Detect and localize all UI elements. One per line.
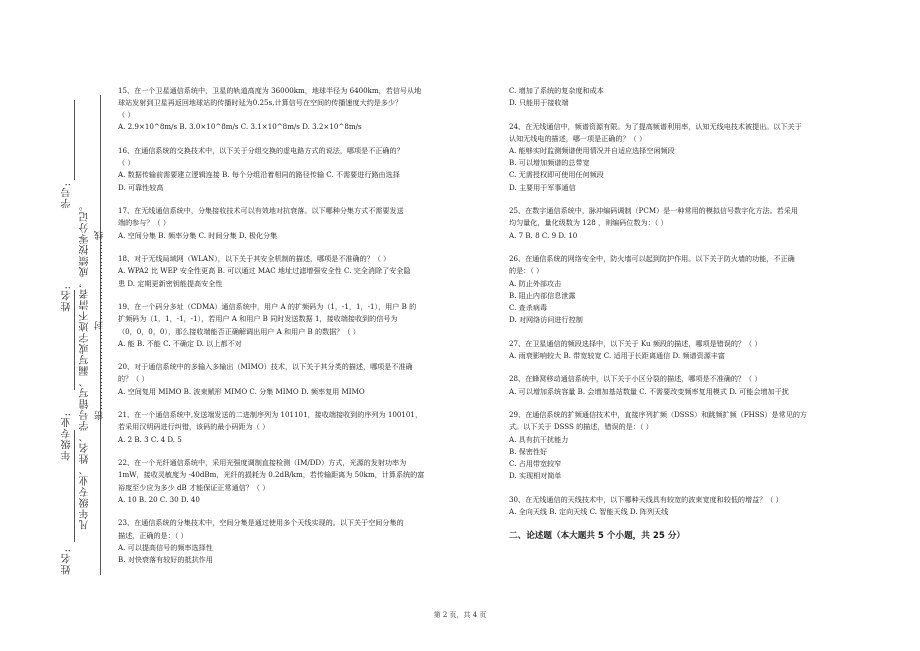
question-line: D. 只能用于接收端 xyxy=(509,98,569,108)
question-block xyxy=(118,409,470,445)
question-block xyxy=(118,145,470,194)
question-line: B. 阻止内部信息泄露 xyxy=(509,290,576,300)
binding-margin xyxy=(0,0,112,651)
seal-text: 密……………………封……………………线 xyxy=(95,230,105,420)
question-line: 16、在通信系统的交换技术中，以下关于分组交换的虚电路方式的说法，哪项是不正确的？ xyxy=(118,146,404,156)
section-title: 二、论述题（本大题共 5 个小题，共 25 分） xyxy=(509,530,686,541)
question-line: 20、对于通信系统中的多输入多输出（MIMO）技术，以下关于其分类的描述，哪项是不准确 xyxy=(118,362,413,372)
question-block xyxy=(118,457,470,506)
question-line: 若采用汉明码进行纠错，该码的最小码距为（ ） xyxy=(118,422,270,432)
left-name-label: 姓名: xyxy=(62,548,73,575)
question-line: 均匀量化，量化级数为 128 ，则编码位数为：（ ） xyxy=(509,218,668,228)
instructions-text: 凡年级专业、姓名、学号错写、漏写或字迹不清者，成绩按零分记。 xyxy=(80,200,91,530)
question-line: C. 增加了系统的复杂度和成本 xyxy=(509,86,604,95)
question-line: A. 10 B. 20 C. 30 D. 40 xyxy=(118,494,200,504)
question-line: 17、在无线通信系统中，分集接收技术可以有效地对抗衰落。以下哪种分集方式不需要发送 xyxy=(118,206,404,216)
question-line: 26、在通信系统的网络安全中，防火墙可以起到防护作用。以下关于防火墙的功能，不正确 xyxy=(509,254,795,264)
question-line: 15、在一个卫星通信系统中，卫星的轨道高度为 36000km，地球半径为 6400km，若信号从地 xyxy=(118,86,422,95)
question-line: 28、在蜂窝移动通信系统中，以下关于小区分裂的描述，哪项是不准确的？（ ） xyxy=(509,374,762,384)
question-line: A. 2.9×10^8m/s B. 3.0×10^8m/s C. 3.1×10^8m/s D. 3.2×10^8m/s xyxy=(118,122,362,132)
question-block xyxy=(509,205,831,241)
question-line: A. 数据传输前需要建立逻辑连接 B. 每个分组沿着相同的路径传输 C. 不需要进行路由选择 xyxy=(118,170,400,180)
question-block xyxy=(509,85,831,109)
question-line: （0，0，0，0），那么接收端能否正确解调出用户 A 和用户 B 的数据？（ ） xyxy=(118,326,360,336)
question-line: A. 空间复用 MIMO B. 波束赋形 MIMO C. 分集 MIMO D. 频率复用 MIMO xyxy=(118,386,365,396)
class-label: 年级专业: xyxy=(62,412,73,461)
question-line: A. 能够实时监测频谱使用情况并自适应选择空闲频段 xyxy=(509,146,675,156)
question-line: B. 对快衰落有较好的抵抗作用 xyxy=(118,554,213,564)
question-line: B. 保密性好 xyxy=(509,446,548,456)
question-line: A. 可以增加系统容量 B. 会增加基站数量 C. 不需要改变频率复用模式 D. 可能会增加干扰 xyxy=(509,386,789,396)
question-block xyxy=(509,373,831,397)
question-line: A. 2 B. 3 C. 4 D. 5 xyxy=(118,434,182,444)
question-line: 式。以下关于 DSSS 的描述，错误的是：（ ） xyxy=(509,422,653,432)
question-line: 认知无线电的描述，哪一项是正确的？（ ） xyxy=(509,133,647,143)
question-line: 23、在通信系统的分集技术中，空间分集是通过使用多个天线实现的。以下关于空间分集的 xyxy=(118,518,404,528)
question-block xyxy=(509,121,831,194)
question-line: 22、在一个光纤通信系统中，采用光强度调制直接检测（IM/DD）方式，光源的发射功率为 xyxy=(118,458,407,468)
question-line: D. 实现相对简单 xyxy=(509,471,562,481)
question-line: A. 全向天线 B. 定向天线 C. 智能天线 D. 阵列天线 xyxy=(509,506,669,516)
question-line: 19、在一个码分多址（CDMA）通信系统中，用户 A 的扩频码为（1，-1，1，-1），用户 B 的 xyxy=(118,302,417,312)
question-block xyxy=(509,338,831,362)
question-line: A. 空间分集 B. 频率分集 C. 时间分集 D. 极化分集 xyxy=(118,230,278,240)
student-id-label: 学号: xyxy=(62,182,73,209)
question-block xyxy=(509,409,831,482)
question-line: 裕度至少应为多少 dB 才能保证正常通信？（ ） xyxy=(118,482,270,492)
question-line: A. 能 B. 不能 C. 不确定 D. 以上都不对 xyxy=(118,338,242,348)
question-line: D. 可靠性较高 xyxy=(118,182,164,192)
question-line: 29、在通信系统的扩频通信技术中，直接序列扩频（DSSS）和跳频扩频（FHSS）是常见的方 xyxy=(509,410,808,420)
question-line: 30、在无线通信的天线技术中，以下哪种天线具有较宽的波束宽度和较低的增益？（ ） xyxy=(509,494,783,504)
question-line: 21、在一个通信系统中,发送端发送的二进制序列为 101101，接收端接收到的序列为 100101， xyxy=(118,410,423,420)
question-line: 27、在卫星通信的频段选择中，以下关于 Ku 频段的描述，哪项是错误的？（ ） xyxy=(509,338,762,348)
question-block xyxy=(118,517,470,566)
question-line: A. 雨衰影响较大 B. 带宽较宽 C. 适用于长距离通信 D. 频谱资源丰富 xyxy=(509,350,725,360)
question-block xyxy=(509,253,831,326)
question-line: 的是：（ ） xyxy=(509,266,544,276)
question-line: D. 对网络访问进行控制 xyxy=(509,315,583,324)
question-line: 患 D. 定期更新密钥能提高安全性 xyxy=(118,278,223,288)
name-label: 姓名: xyxy=(62,285,73,312)
question-line: D. 主要用于军事通信 xyxy=(509,182,576,192)
question-line: 1mW，接收灵敏度为 -40dBm，光纤的损耗为 0.2dB/km，若传输距离为 50km，计算系统的富 xyxy=(118,470,425,480)
id-underline xyxy=(74,100,75,180)
question-line: 24、在无线通信中，频谱资源有限。为了提高频谱利用率，认知无线电技术被提出。以下关于 xyxy=(509,121,802,131)
question-line: （ ） xyxy=(118,158,135,168)
question-line: C. 无需授权即可使用任何频段 xyxy=(509,170,604,180)
question-line: A. WPA2 比 WEP 安全性更高 B. 可以通过 MAC 地址过滤增强安全性 C. 完全消除了安全隐 xyxy=(118,266,411,276)
question-line: 25、在数字通信系统中，脉冲编码调制（PCM）是一种常用的模拟信号数字化方法。若采用 xyxy=(509,206,798,216)
question-line: 扩频码为（1，1，-1，-1），若用户 A 和用户 B 同时发送数据 1，接收端接收到的信号为 xyxy=(118,314,398,324)
question-line: 描述，正确的是：（ ） xyxy=(118,530,188,540)
question-line: 球站发射到卫星再返回地球站的传播时延为0.25s,计算信号在空间的传播速度大约是多少？ xyxy=(118,98,403,108)
question-line: A. 具有抗干扰能力 xyxy=(509,434,569,444)
right-column xyxy=(509,85,831,542)
question-block xyxy=(118,301,470,350)
question-line: 18、对于无线局域网（WLAN），以下关于其安全机制的描述，哪项是不准确的？（ ） xyxy=(118,254,391,264)
question-block xyxy=(118,253,470,289)
question-block xyxy=(118,85,470,134)
question-block xyxy=(509,494,831,518)
question-line: B. 可以增加频谱的总带宽 xyxy=(509,158,590,168)
question-line: A. 防止外部攻击 xyxy=(509,278,562,288)
question-line: 的？（ ） xyxy=(118,374,149,384)
question-line: A. 可以提高信号的频率选择性 xyxy=(118,542,213,552)
question-line: C. 查杀病毒 xyxy=(509,302,548,312)
page-footer: 第 2 页，共 4 页 xyxy=(433,611,487,619)
question-line: （ ） xyxy=(118,110,135,120)
question-line: C. 占用带宽较窄 xyxy=(509,458,562,468)
question-block xyxy=(118,361,470,397)
question-line: 端的参与？（ ） xyxy=(118,218,170,228)
left-column xyxy=(118,85,470,578)
question-block xyxy=(118,205,470,241)
question-line: A. 7 B. 8 C. 9 D. 10 xyxy=(509,230,578,240)
